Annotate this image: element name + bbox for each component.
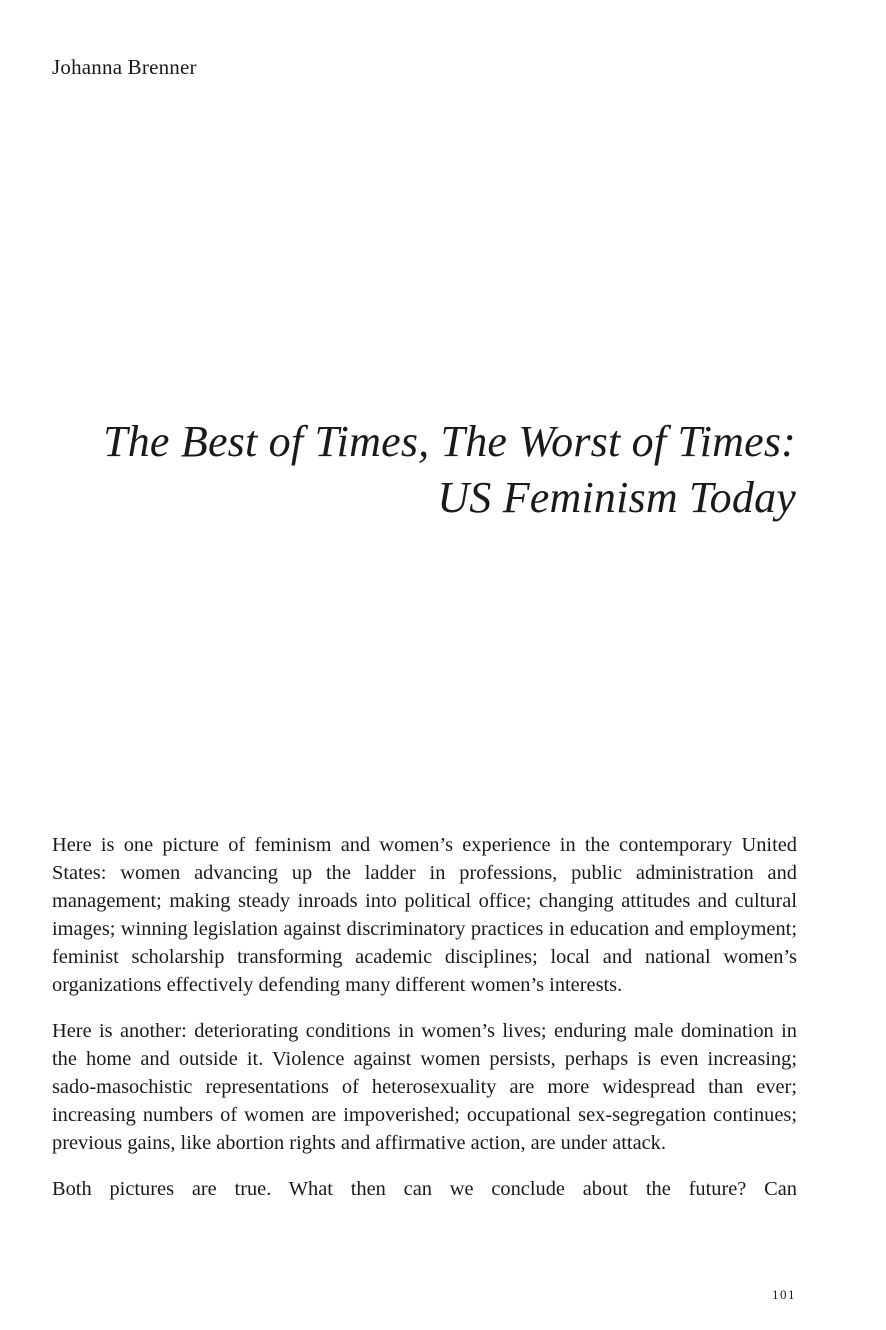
page-number: 101 [772, 1287, 796, 1302]
body-paragraph-1: Here is one picture of feminism and women’s experience in the contemporary United States: women advancing up the ladder in professions, public administration and management; making steady inroads into political office; changing attitudes and cultural images; winning legislation against discriminatory practices in education and employment; feminist scholarship transforming academic disciplines; local and national women’s organizations effectively defending many different women’s interests. [52, 834, 797, 996]
article-title-line-2: US Feminism Today [437, 473, 796, 522]
article-title [76, 414, 796, 526]
article-title-line-1: The Best of Times, The Worst of Times: [103, 417, 796, 466]
body-paragraph-3: Both pictures are true. What then can we conclude about the future? Can [52, 1178, 797, 1200]
article-body [52, 831, 797, 1221]
author-name: Johanna Brenner [52, 55, 197, 79]
body-paragraph-2: Here is another: deteriorating conditions in women’s lives; enduring male domination in the home and outside it. Violence against women persists, perhaps is even increasing; sado-masochistic representations of heterosexuality are more widespread than ever; increasing numbers of women are impoverished; occupational sex-segregation continues; previous gains, like abortion rights and affirmative action, are under attack. [52, 1020, 797, 1154]
